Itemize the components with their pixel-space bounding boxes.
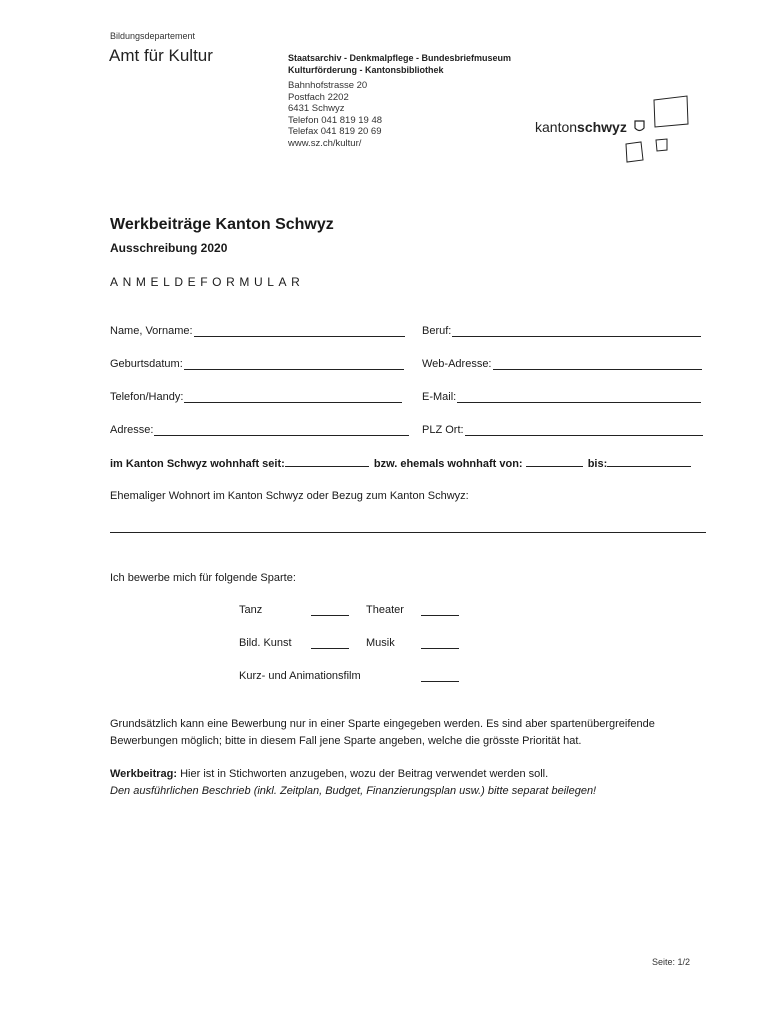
form-heading: ANMELDEFORMULAR (110, 275, 305, 289)
sparte-note-paragraph: Grundsätzlich kann eine Bewerbung nur in einer Sparte eingegeben werden. Es sind aber spartenübergreifende Bewerbungen möglich; bitte in diesem Fall jene Sparte angeben, welche die grösste Priorität hat. (110, 718, 655, 747)
name-label: Name, Vorname: (110, 325, 193, 337)
sparte-film-input-line[interactable] (421, 681, 459, 682)
sparte-intro: Ich bewerbe mich für folgende Sparte: (110, 572, 296, 584)
beruf-field (422, 325, 701, 337)
address-city: 6431 Schwyz (288, 103, 345, 115)
werkbeitrag-line (110, 766, 720, 783)
subunits (288, 52, 511, 76)
address-postbox: Postfach 2202 (288, 91, 349, 103)
ehemals-label: bzw. ehemals wohnhaft von: (373, 458, 523, 470)
plz-input-line[interactable] (465, 424, 703, 436)
shield-icon (635, 121, 644, 131)
sparte-tanz-label: Tanz (239, 604, 263, 616)
address-street: Bahnhofstrasse 20 (288, 80, 368, 91)
ehemaliger-wohnort-input-line[interactable] (110, 532, 706, 533)
sparte-bildkunst-label: Bild. Kunst (239, 637, 292, 649)
sparte-tanz-input-line[interactable] (311, 615, 349, 616)
sparte-musik-input-line[interactable] (421, 648, 459, 649)
office-title: Amt für Kultur (109, 46, 213, 65)
telefon-input-line[interactable] (184, 391, 402, 403)
kanton-schwyz-squares-logo-icon (620, 92, 700, 168)
werkbeitrag-label: Werkbeitrag: (110, 768, 178, 780)
address-fax: Telefax 041 819 20 69 (288, 126, 382, 138)
sparte-film-label: Kurz- und Animationsfilm (239, 670, 361, 682)
address-website: www.sz.ch/kultur/ (288, 137, 362, 149)
sparte-musik-label: Musik (366, 637, 395, 649)
document-subtitle: Ausschreibung 2020 (110, 241, 228, 255)
web-field (422, 358, 702, 370)
name-field (110, 325, 405, 337)
logo-text-light: kanton (535, 119, 578, 135)
telefon-field (110, 391, 402, 403)
logo-text-bold: schwyz (577, 119, 627, 135)
email-label: E-Mail: (422, 391, 457, 403)
web-label: Web-Adresse: (422, 358, 492, 370)
ehemaliger-wohnort-label: Ehemaliger Wohnort im Kanton Schwyz oder Bezug zum Kanton Schwyz: (110, 490, 469, 502)
department-label: Bildungsdepartement (110, 31, 196, 41)
beruf-input-line[interactable] (452, 325, 701, 337)
telefon-label: Telefon/Handy: (110, 391, 184, 403)
geburtsdatum-input-line[interactable] (184, 358, 404, 370)
geburtsdatum-field (110, 358, 404, 370)
address-phone: Telefon 041 819 19 48 (288, 114, 383, 126)
sparte-bildkunst-input-line[interactable] (311, 648, 349, 649)
adresse-label: Adresse: (110, 424, 154, 436)
wohnhaft-seit-input-line[interactable] (285, 456, 369, 467)
sparte-theater-input-line[interactable] (421, 615, 459, 616)
adresse-input-line[interactable] (154, 424, 409, 436)
adresse-field (110, 424, 409, 436)
geburtsdatum-label: Geburtsdatum: (110, 358, 183, 370)
wohnhaft-seit-label: im Kanton Schwyz wohnhaft seit: (110, 458, 285, 470)
subunits-line-1: Staatsarchiv - Denkmalpflege - Bundesbriefmuseum (288, 53, 512, 63)
document-title: Werkbeiträge Kanton Schwyz (110, 216, 334, 233)
subunits-line-2: Kulturförderung - Kantonsbibliothek (288, 65, 444, 75)
sparte-theater-label: Theater (366, 604, 404, 616)
bis-label: bis: (587, 458, 608, 470)
kanton-schwyz-logo-text (535, 119, 627, 135)
wohnhaft-row (110, 456, 691, 470)
werkbeitrag-text: Hier ist in Stichworten anzugeben, wozu der Beitrag verwendet werden soll. (177, 768, 549, 780)
name-input-line[interactable] (194, 325, 405, 337)
werkbeitrag-italic-note: Den ausführlichen Beschrieb (inkl. Zeitplan, Budget, Finanzierungsplan usw.) bitte separat beilegen! (110, 785, 597, 797)
werkbeitrag-paragraph (110, 766, 720, 800)
email-input-line[interactable] (457, 391, 701, 403)
ehemals-von-input-line[interactable] (526, 456, 583, 467)
web-input-line[interactable] (493, 358, 702, 370)
bis-input-line[interactable] (607, 456, 691, 467)
plz-label: PLZ Ort: (422, 424, 464, 436)
email-field (422, 391, 701, 403)
plz-field (422, 424, 703, 436)
address-block (288, 80, 382, 150)
page-number: Seite: 1/2 (652, 957, 691, 967)
beruf-label: Beruf: (422, 325, 452, 337)
